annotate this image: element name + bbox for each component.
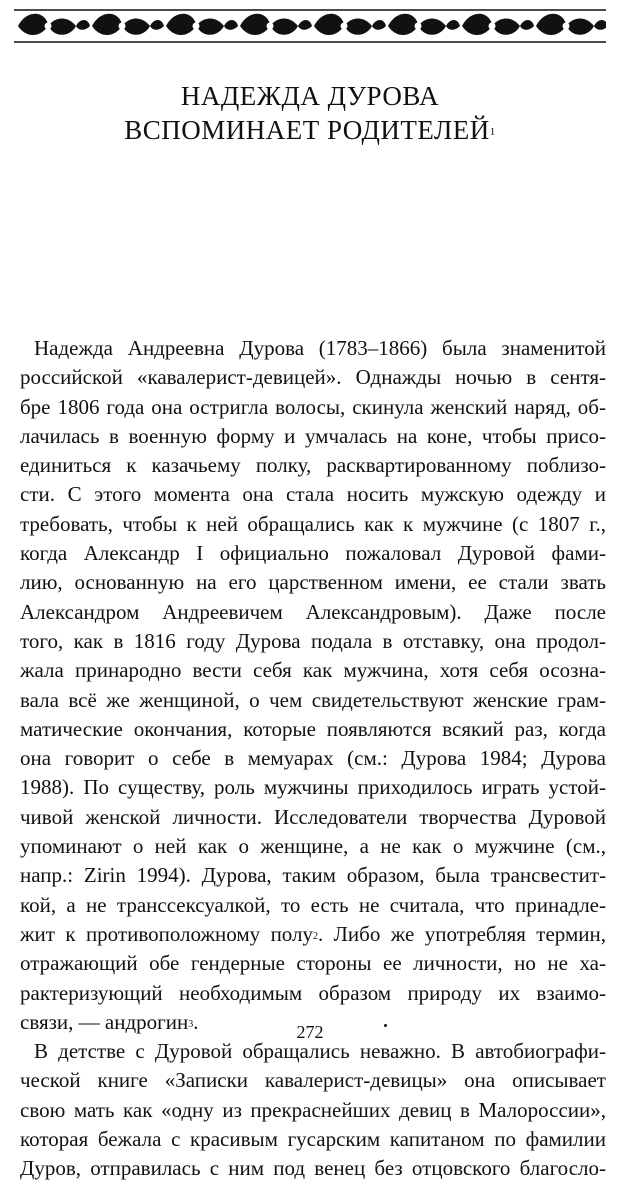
footnote-marker: 3 [188,1018,194,1030]
ornament-motif [536,14,606,35]
text-line: жала принародно вести себя как мужчина, хотя себя осозна- [20,658,606,683]
text-line: Дуров, отправилась с ним под венец без отцовского благосло- [20,1156,606,1181]
ornament-dot [193,23,200,30]
text-line: того, как в 1816 году Дурова подала в отставку, она продол- [20,628,606,653]
text-line: она говорит о себе в мемуарах (см.: Дурова 1984; Дурова [20,746,606,771]
ornament-dot [341,23,348,30]
text-line: которая бежала с красивым гусарским капитаном по фамилии [20,1127,606,1152]
text-line: Надежда Андреевна Дурова (1783–1866) была знаменитой [34,336,606,360]
text-line: матические окончания, которые появляются всякий раз, когда [20,716,606,741]
text-fragment: жит к противоположному полу [20,921,314,946]
text-line: рактеризующий необходимым образом природу их взаимо- [20,980,606,1005]
text-line: напр.: Zirin 1994). Дурова, таким образом, была трансвестит- [20,863,606,888]
text-line: российской «кавалерист-девицей». Однажды ночью в сентя- [20,365,606,390]
chapter-title-text: ВСПОМИНАЕТ РОДИТЕЛЕЙ [124,115,490,145]
text-line: сти. С этого момента она стала носить мужскую одежду и [20,482,606,507]
body-text [20,334,606,1184]
text-line: ческой книге «Записки кавалерист-девицы» она описывает [20,1068,606,1093]
text-line: когда Александр I официально пожаловал Дуровой фами- [20,541,606,566]
ornament-dot [119,23,126,30]
text-line: отражающий обе гендерные стороны ее личности, но не ха- [20,951,606,976]
text-line: лию, основанную на его царственном имени, ее стали звать [20,570,606,595]
text-line: свою мать как «одну из прекраснейших девиц в Малороссии», [20,1097,606,1122]
ornament-motif [388,14,460,35]
ornament-motif [314,14,386,35]
ornament-motif [18,14,90,35]
text-fragment: связи, — андрогин [20,1009,189,1034]
footnote-marker: 2 [313,930,319,942]
ornament-dot [267,23,274,30]
text-fragment: . [193,1009,199,1034]
ornament-motif [240,14,312,35]
ornament-dot [563,23,570,30]
chapter-title-line1: НАДЕЖДА ДУРОВА [180,81,440,111]
ornament-motif [462,14,534,35]
text-line: кой, а не транссексуалкой, то есть не считала, что принадле- [20,892,606,917]
text-line: вала всё же женщиной, о чем свидетельствуют женские грам- [20,687,606,712]
text-line [20,920,606,949]
footnote-marker: 1 [489,126,496,138]
text-line: чивой женской личности. Исследователи творчества Дуровой [20,804,606,829]
text-line: упоминают о ней как о женщине, а не как о мужчине (см., [20,834,606,859]
text-line: требовать, чтобы к ней обращались как к мужчине (с 1807 г., [20,511,606,536]
ornament-dot [45,23,52,30]
chapter-title-line2 [0,112,620,148]
text-fragment: . Либо же употребляя термин, [318,921,606,946]
text-line: бре 1806 года она остригла волосы, скинула женский наряд, об- [20,394,606,419]
text-line: единиться к казачьему полку, расквартированному поблизо- [20,453,606,478]
ornament-motif [92,14,164,35]
ornament-dot [489,23,496,30]
text-line: лачилась в военную форму и умчалась на коне, чтобы присо- [20,423,606,448]
text-line: 1988). По существу, роль мужчины приходилось играть устой- [20,775,606,800]
text-line: В детстве с Дуровой обращались неважно. В автобиографи- [34,1039,606,1064]
ornament-dot [415,23,422,30]
page-number: 272 [296,1022,324,1042]
text-line: Александром Андреевичем Александровым). Даже после [20,599,606,624]
print-speck [384,1024,387,1027]
decorative-border-icon [14,2,606,48]
ornament-motif [166,14,238,35]
